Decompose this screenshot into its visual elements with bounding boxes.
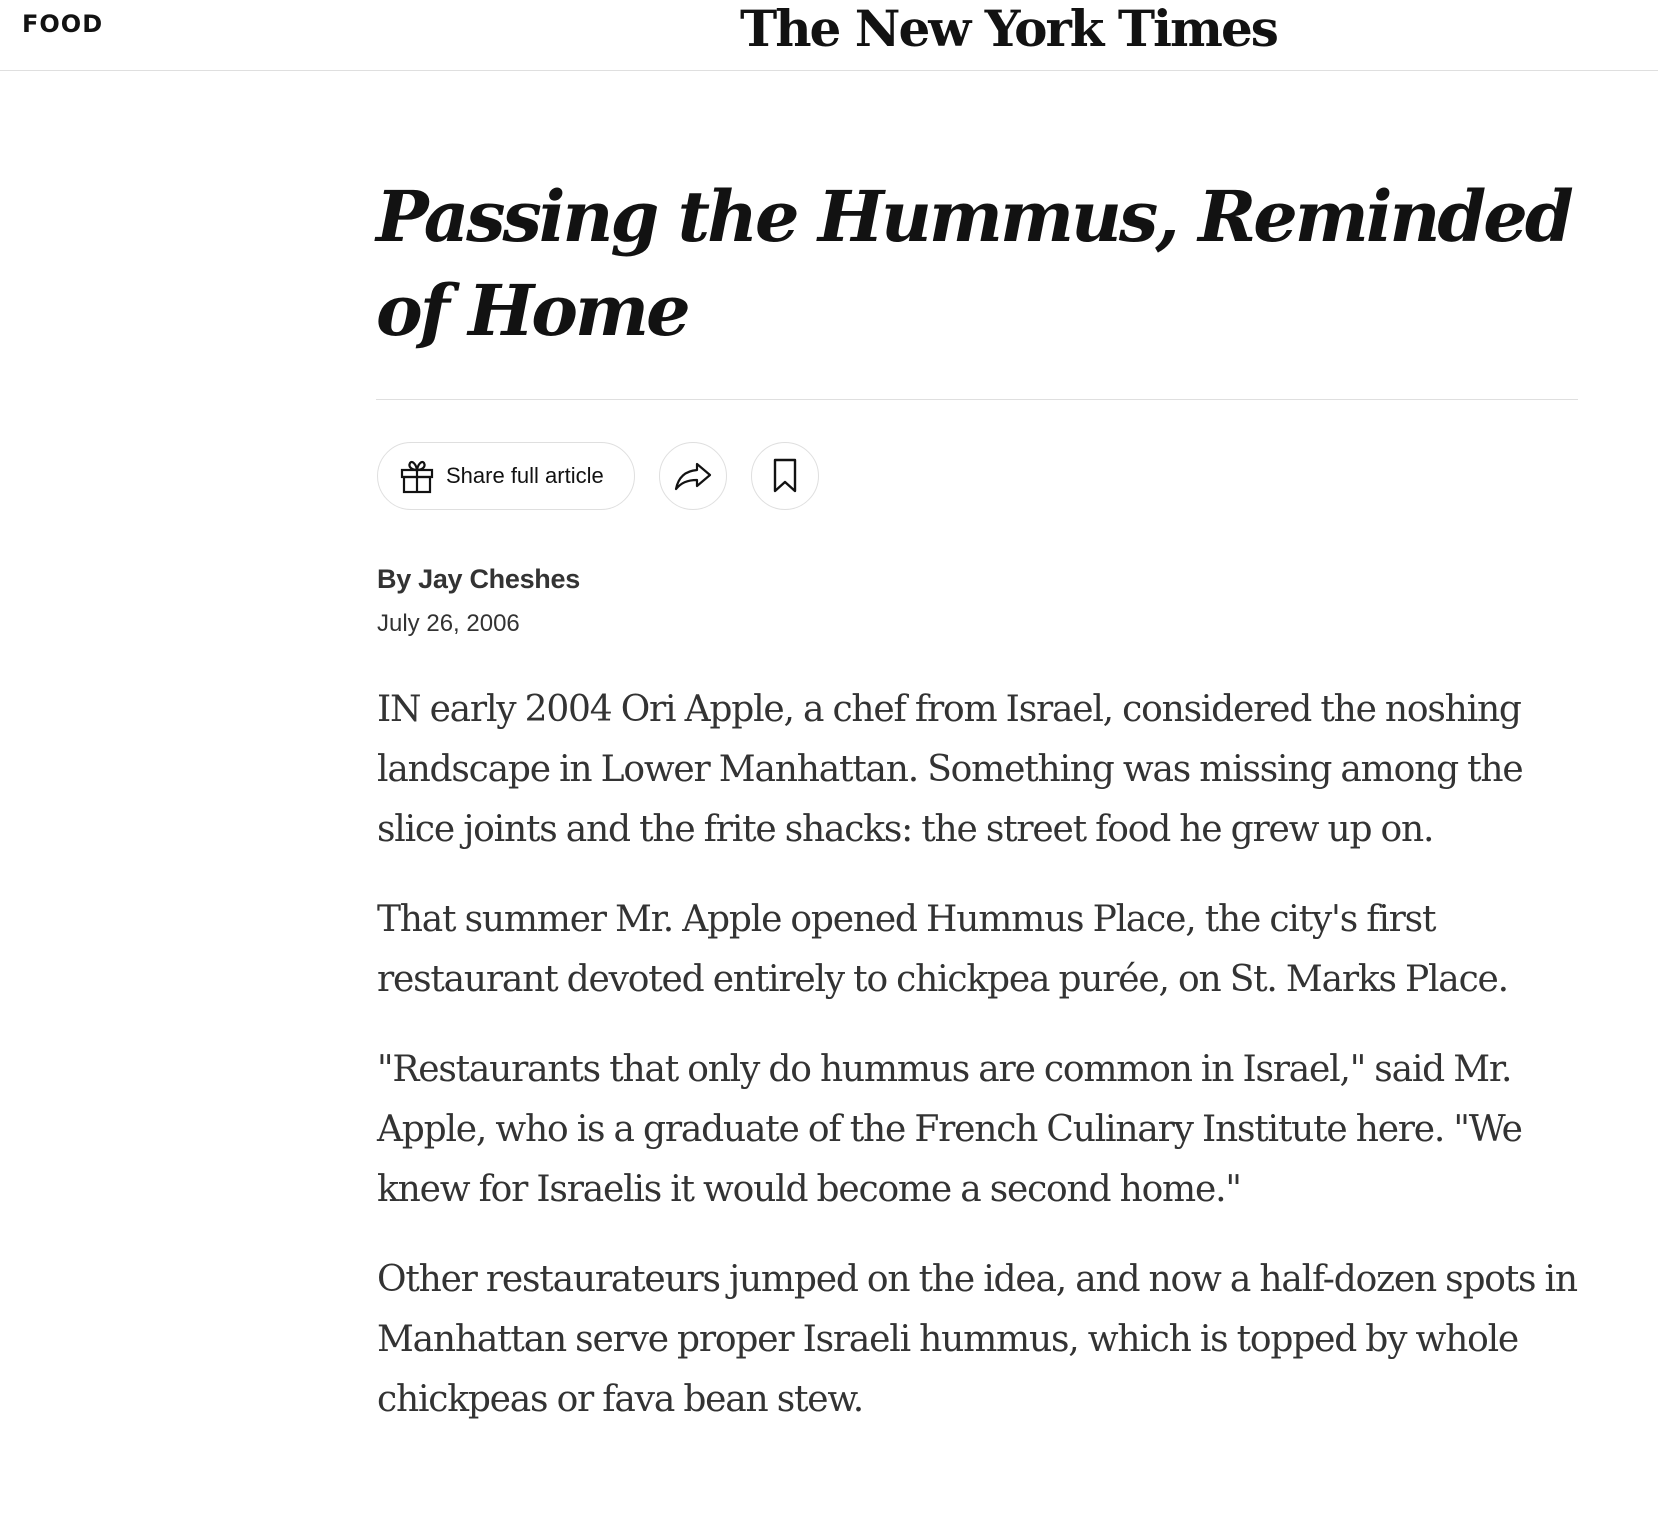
body-paragraph: Other restaurateurs jumped on the idea, and now a half-dozen spots in Manhattan serve proper Israeli hummus, which is topped by whole chickpeas or fava bean stew. — [377, 1259, 1577, 1420]
top-bar — [0, 0, 1658, 71]
publish-date: July 26, 2006 — [377, 610, 520, 637]
body-paragraph: IN early 2004 Ori Apple, a chef from Israel, considered the noshing landscape in Lower Manhattan. Something was missing among the slice joints and the frite shacks: the street food he grew up on. — [377, 689, 1523, 850]
body-paragraph: That summer Mr. Apple opened Hummus Place, the city's first restaurant devoted entirely to chickpea purée, on St. Marks Place. — [377, 899, 1508, 1000]
article-actions — [377, 442, 819, 510]
section-link-food[interactable]: FOOD — [22, 10, 104, 38]
nyt-logo[interactable]: The New York Times — [740, 0, 1277, 58]
headline-block — [376, 170, 1578, 358]
share-arrow-icon — [673, 460, 713, 492]
gift-icon — [398, 457, 436, 495]
author-link[interactable]: Jay Cheshes — [418, 564, 580, 594]
headline-divider — [376, 399, 1578, 400]
save-button[interactable] — [751, 442, 819, 510]
bookmark-icon — [772, 458, 798, 494]
article-body — [377, 680, 1582, 1460]
body-paragraph: "Restaurants that only do hummus are common in Israel," said Mr. Apple, who is a graduate of the French Culinary Institute here. "We knew for Israelis it would become a second home." — [377, 1049, 1522, 1210]
article-headline: Passing the Hummus, Reminded of Home — [376, 175, 1571, 352]
share-button[interactable] — [659, 442, 727, 510]
share-full-article-button[interactable] — [377, 442, 635, 510]
byline — [377, 564, 580, 595]
byline-prefix: By — [377, 564, 411, 594]
share-full-article-label: Share full article — [446, 463, 604, 488]
